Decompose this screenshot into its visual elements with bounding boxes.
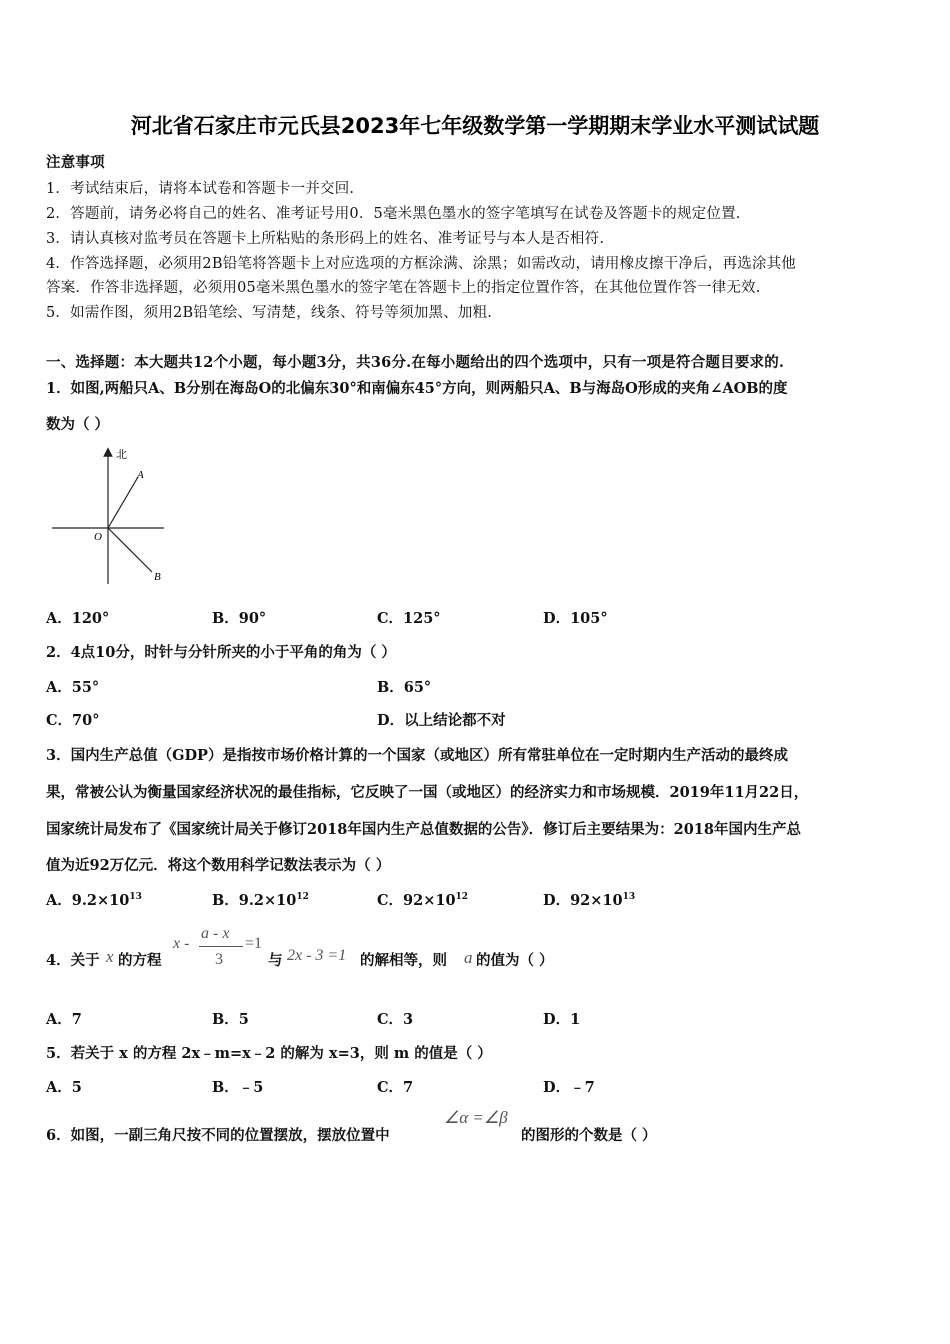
q2-option-b: B．65° [377, 679, 432, 696]
label-north: 北 [116, 448, 127, 461]
q5-option-d: D．﹣7 [543, 1079, 595, 1096]
q4-option-a: A．7 [46, 1011, 82, 1028]
q1-option-d: D．105° [543, 610, 608, 627]
fraction-denominator: 3 [215, 951, 223, 968]
q4-option-c: C．3 [377, 1011, 414, 1028]
label-a: A [137, 469, 144, 481]
notice-item: 2．答题前，请务必将自己的姓名、准考证号用0．5毫米黑色墨水的签字笔填写在试卷及答题卡的规定位置. [46, 206, 741, 222]
q3-option-b: B．$9.2\times 10^{12}$ [212, 892, 309, 909]
question-3-line: 值为近92万亿元．将这个数用科学记数法表示为（ ） [46, 857, 391, 874]
fraction-numerator: a - x [201, 925, 230, 942]
angle-expression: ∠α =∠β [444, 1108, 508, 1127]
q5-option-c: C．7 [377, 1079, 414, 1096]
label-b: B [154, 571, 161, 583]
equation-1-right: =1 [245, 935, 263, 952]
q2-option-c: C．70° [46, 712, 100, 729]
q1-option-a: A．120° [46, 610, 110, 627]
q4-option-d: D．1 [543, 1011, 581, 1028]
q4-option-b: B．5 [212, 1011, 249, 1028]
notice-item: 答案．作答非选择题，必须用05毫米黑色墨水的签字笔在答题卡上的指定位置作答，在其他位置作答一律无效. [46, 280, 761, 296]
question-5-stem: 5．若关于 x 的方程 2x﹣m=x﹣2 的解为 x=3，则 m 的值是（ ） [46, 1045, 492, 1062]
q3-option-c: C．$92\times 10^{12}$ [377, 892, 469, 909]
q3-option-d: D．$92\times 10^{13}$ [543, 892, 636, 909]
page-title: 河北省石家庄市元氏县2023年七年级数学第一学期期末学业水平测试试题 [130, 114, 820, 138]
variable-x: x [106, 947, 114, 966]
question-6-suffix: 的图形的个数是（ ） [521, 1127, 657, 1144]
q2-option-d: D．以上结论都不对 [377, 712, 506, 729]
label-o: O [94, 531, 102, 543]
q2-option-a: A．55° [46, 679, 100, 696]
section-heading: 一、选择题：本大题共12个小题，每小题3分，共36分.在每小题给出的四个选项中，只有一项是符合题目要求的. [46, 354, 785, 371]
question-4-text: 与 [268, 952, 283, 969]
q1-option-b: B．90° [212, 610, 267, 627]
question-2-stem: 2．4点10分，时针与分针所夹的小于平角的角为（ ） [46, 644, 396, 661]
question-3-line: 国家统计局发布了《国家统计局关于修订2018年国内生产总值数据的公告》．修订后主要结果为：2018年国内生产总 [46, 821, 801, 838]
notice-item: 3．请认真核对监考员在答题卡上所粘贴的条形码上的姓名、准考证号与本人是否相符. [46, 231, 605, 247]
question-1-stem-cont: 数为（ ） [46, 416, 110, 433]
question-6-prefix: 6．如图，一副三角尺按不同的位置摆放，摆放位置中 [46, 1127, 390, 1144]
question-4-prefix: 4．关于 [46, 952, 100, 969]
notice-item: 1．考试结束后，请将本试卷和答题卡一并交回. [46, 181, 355, 197]
ray-oa [108, 477, 138, 528]
compass-figure [50, 442, 170, 587]
q1-option-c: C．125° [377, 610, 441, 627]
variable-a: a [464, 948, 473, 967]
q5-option-a: A．5 [46, 1079, 82, 1096]
notice-heading: 注意事项 [46, 154, 105, 171]
q3-option-a: A．$9.2\times 10^{13}$ [46, 892, 142, 909]
ray-ob [108, 528, 152, 572]
q5-option-b: B．﹣5 [212, 1079, 264, 1096]
notice-item: 5．如需作图，须用2B铅笔绘、写清楚，线条、符号等须加黑、加粗. [46, 305, 493, 321]
equation-2: 2x - 3 =1 [287, 947, 347, 964]
question-4-suffix: 的值为（ ） [476, 952, 554, 969]
notice-item: 4．作答选择题，必须用2B铅笔将答题卡上对应选项的方框涂满、涂黑；如需改动，请用橡皮擦干净后，再选涂其他 [46, 256, 797, 272]
question-3-line: 果，常被公认为衡量国家经济状况的最佳指标，它反映了一国（或地区）的经济实力和市场规模．2019年11月22日， [46, 784, 809, 801]
fraction-bar [199, 946, 243, 947]
question-4-text: 的方程 [118, 952, 162, 969]
question-3-line: 3．国内生产总值（GDP）是指按市场价格计算的一个国家（或地区）所有常驻单位在一定时期内生产活动的最终成 [46, 747, 788, 764]
question-4-text: 的解相等，则 [360, 952, 447, 969]
equation-1-left: x - [173, 935, 190, 952]
question-1-stem: 1．如图,两船只A、B分别在海岛O的北偏东30°和南偏东45°方向，则两船只A、B与海岛O形成的夹角∠AOB的度 [46, 380, 788, 397]
